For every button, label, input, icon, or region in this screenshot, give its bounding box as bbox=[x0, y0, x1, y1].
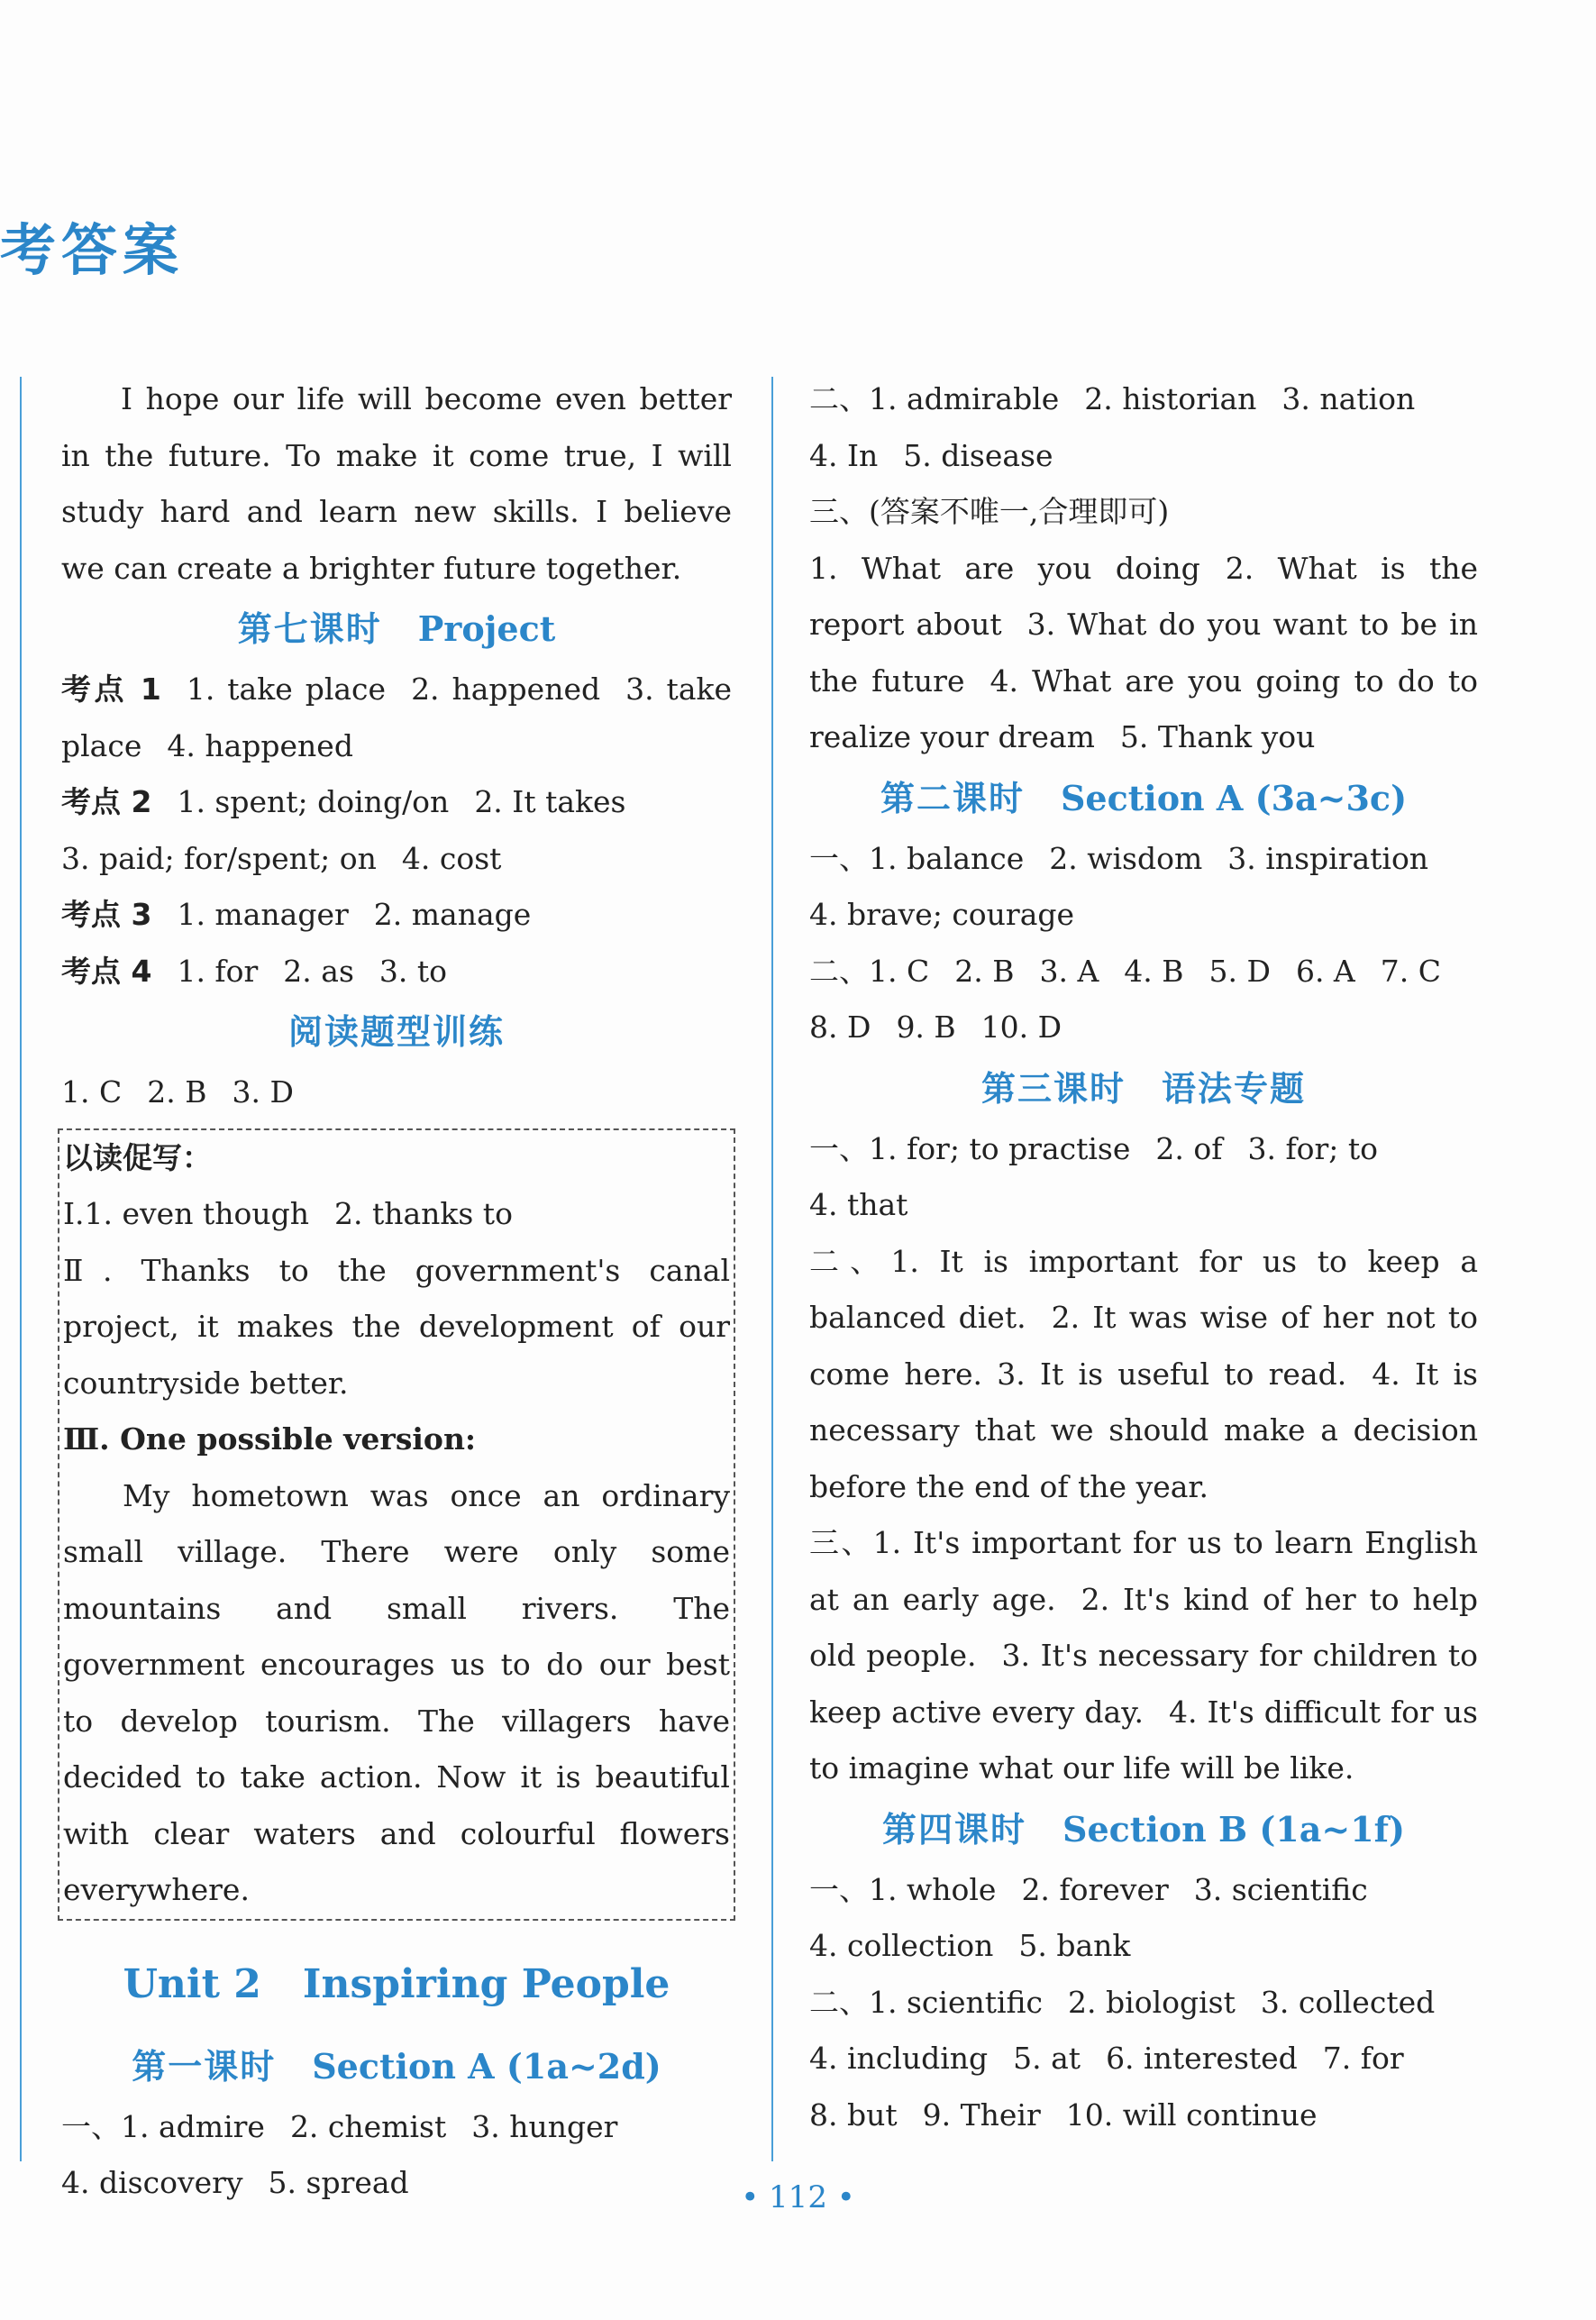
answer-item: 4. collection bbox=[809, 1928, 994, 1963]
answer-item: 4. cost bbox=[401, 840, 502, 876]
part-label: 一、 bbox=[809, 1130, 869, 1166]
box-title: 以读促写： bbox=[63, 1139, 212, 1175]
answer-item: 4. It's difficult for us to imagine what our life will be like. bbox=[809, 1694, 1478, 1786]
answer-item: 3. for; to bbox=[1247, 1130, 1379, 1166]
answer-item: 3. inspiration bbox=[1227, 840, 1429, 876]
lesson1-subtitle: Section A (1a~2d) bbox=[312, 2045, 661, 2087]
answer-item: 1. balance bbox=[869, 840, 1025, 876]
answer-item: 3. scientific bbox=[1193, 1871, 1368, 1907]
answer-item: 4. happened bbox=[167, 727, 353, 763]
lesson3-part3-answers bbox=[809, 1515, 1478, 1797]
lesson2-heading bbox=[809, 766, 1478, 831]
answer-item: 1. C bbox=[61, 1074, 123, 1110]
lesson3-part1-answers bbox=[809, 1121, 1478, 1234]
lesson4-part1-answers bbox=[809, 1862, 1478, 1975]
part-label: 一、 bbox=[61, 2108, 121, 2144]
kaodian3-answers bbox=[61, 887, 732, 944]
lesson1-part3-answers bbox=[809, 541, 1478, 766]
part-label: 一、 bbox=[809, 1871, 869, 1907]
right-column bbox=[809, 371, 1478, 2143]
answer-item: 3. A bbox=[1039, 953, 1099, 989]
kaodian4-label: 考点 4 bbox=[61, 953, 152, 989]
reading-answers bbox=[61, 1064, 732, 1121]
unit-heading bbox=[61, 1935, 732, 2034]
answer-item: 6. A bbox=[1295, 953, 1355, 989]
answer-item: 2. happened bbox=[411, 671, 601, 707]
lesson1-part2-answers bbox=[809, 371, 1478, 484]
answer-item: 4. In bbox=[809, 437, 879, 473]
answer-item: 4. brave; courage bbox=[809, 897, 1075, 932]
answer-item: 4. What are you going to do to realize your dream bbox=[809, 662, 1478, 754]
answer-item: 5. at bbox=[1013, 2041, 1081, 2076]
answer-item: 1. admirable bbox=[869, 381, 1060, 416]
answer-item: 2. It was wise of her not to come here. bbox=[809, 1300, 1478, 1392]
part-label: 二、 bbox=[809, 953, 869, 989]
lesson2-part1-answers bbox=[809, 831, 1478, 944]
part-label: 三、 bbox=[809, 1525, 873, 1560]
answer-item: 4. including bbox=[809, 2041, 989, 2076]
lesson7-title: 第七课时 bbox=[237, 609, 382, 649]
answer-item: 5. D bbox=[1208, 953, 1271, 989]
answer-item: 6. interested bbox=[1106, 2041, 1298, 2076]
answer-item: 2. It's kind of her to help old people. bbox=[809, 1581, 1479, 1673]
answer-item: 1. for bbox=[177, 953, 259, 989]
part-label: 二、 bbox=[809, 381, 869, 416]
answer-item: 4. It is necessary that we should make a decision before the end of the year. bbox=[809, 1356, 1478, 1504]
answer-item: 8. but bbox=[809, 2096, 898, 2133]
answer-item: 3. hunger bbox=[471, 2108, 618, 2144]
unit-title: Unit 2 bbox=[123, 1960, 261, 2007]
answer-item: 1. spent; doing/on bbox=[177, 784, 450, 819]
answer-item: 2. historian bbox=[1084, 381, 1257, 416]
reading-training-heading bbox=[61, 1000, 732, 1064]
kaodian1-answers bbox=[61, 662, 732, 774]
answer-item: 5. spread bbox=[268, 2165, 409, 2200]
lesson4-part2-answers bbox=[809, 1975, 1478, 2144]
answer-item: 1. It's important for us to learn English at an early age. bbox=[809, 1525, 1478, 1617]
column-divider bbox=[771, 377, 773, 2161]
answer-item: 1. for; to practise bbox=[869, 1130, 1131, 1166]
part-label: 二、 bbox=[809, 1984, 869, 2020]
answer-item: 10. will continue bbox=[1065, 2096, 1318, 2133]
box-part-i bbox=[63, 1186, 730, 1243]
answer-item: 2. as bbox=[283, 953, 354, 989]
answer-item: 2. forever bbox=[1021, 1871, 1169, 1907]
lesson2-title: 第二课时 bbox=[880, 778, 1025, 818]
lesson1-part3-label: 三、(答案不唯一,合理即可) bbox=[809, 494, 1170, 529]
answer-item: 7. C bbox=[1380, 953, 1441, 989]
part-label: 二、 bbox=[809, 1243, 891, 1279]
answer-item: 5. disease bbox=[903, 437, 1053, 473]
answer-item: 10. D bbox=[980, 1009, 1062, 1045]
kaodian2-answers bbox=[61, 774, 732, 887]
answer-item: 1. What are you doing bbox=[809, 550, 1200, 586]
answer-item: 3. nation bbox=[1281, 381, 1416, 416]
reading-training-title: 阅读题型训练 bbox=[287, 1012, 505, 1052]
answer-item: 3. take place bbox=[61, 671, 733, 763]
answer-item: 1. scientific bbox=[869, 1984, 1044, 2020]
unit-subtitle: Inspiring People bbox=[302, 1960, 670, 2007]
answer-item: 3. It's necessary for children to keep active every day. bbox=[809, 1638, 1478, 1730]
box-part-iii-essay: My hometown was once an ordinary small village. There were only some mountains and small rivers. The government encourages us to do our best to develop tourism. The villagers have decided to take action. Now it is beautiful with clear waters and colourful flowers everywhere. bbox=[63, 1477, 730, 1907]
lesson3-subtitle: 语法专题 bbox=[1162, 1068, 1307, 1109]
lesson3-heading bbox=[809, 1056, 1478, 1121]
answer-item: 3. What do you want to be in the future bbox=[809, 607, 1478, 699]
answer-item: 1. admire bbox=[121, 2108, 265, 2144]
kaodian1-label: 考点 1 bbox=[61, 671, 161, 707]
lesson3-title: 第三课时 bbox=[980, 1068, 1126, 1109]
answer-item: 3. collected bbox=[1260, 1984, 1436, 2020]
page-number: • 112 • bbox=[741, 2179, 855, 2215]
answer-item: 2. biologist bbox=[1068, 1984, 1236, 2020]
lesson7-heading bbox=[61, 597, 732, 662]
left-margin-rule bbox=[20, 377, 22, 2161]
answer-item: 3. It is useful to read. bbox=[997, 1356, 1347, 1392]
lesson4-heading bbox=[809, 1797, 1478, 1862]
read-to-write-box bbox=[58, 1128, 735, 1921]
answer-item: 4. that bbox=[809, 1187, 908, 1222]
answer-item: 4. discovery bbox=[61, 2165, 243, 2200]
lesson2-part2-answers bbox=[809, 944, 1478, 1056]
answer-item: 7. for bbox=[1322, 2041, 1404, 2076]
answer-item: 1. It is important for us to keep a balanced diet. bbox=[809, 1243, 1478, 1335]
lesson1-title: 第一课时 bbox=[132, 2046, 277, 2087]
answer-item: 2. thanks to bbox=[333, 1196, 513, 1231]
answer-item: 9. B bbox=[896, 1009, 956, 1045]
answer-item: 3. D bbox=[232, 1074, 294, 1110]
answer-item: 2. chemist bbox=[289, 2108, 447, 2144]
answer-item: 4. B bbox=[1124, 953, 1184, 989]
lesson4-subtitle: Section B (1a~1f) bbox=[1062, 1808, 1405, 1850]
answer-item: 2. What is the report about bbox=[809, 550, 1478, 642]
lesson1-heading bbox=[61, 2034, 732, 2099]
left-column bbox=[61, 371, 732, 2212]
box-part-iii-label: Ⅲ. One possible version: bbox=[63, 1421, 477, 1457]
answer-item: 2. B bbox=[954, 953, 1015, 989]
kaodian2-label: 考点 2 bbox=[61, 784, 152, 819]
part-label: 一、 bbox=[809, 840, 869, 876]
answer-item: 9. Their bbox=[922, 2096, 1041, 2133]
box-part-ii bbox=[63, 1243, 730, 1412]
kaodian4-answers bbox=[61, 944, 732, 1000]
lesson2-subtitle: Section A (3a~3c) bbox=[1060, 777, 1408, 818]
answer-item: 5. Thank you bbox=[1119, 719, 1316, 754]
answer-item: 1. manager bbox=[177, 897, 349, 932]
kaodian3-label: 考点 3 bbox=[61, 897, 152, 932]
box-part-i-label: Ⅰ. bbox=[63, 1196, 85, 1231]
answer-item: 2. It takes bbox=[474, 784, 626, 819]
lesson7-subtitle: Project bbox=[417, 608, 556, 649]
answer-item: 2. manage bbox=[373, 897, 532, 932]
intro-paragraph: I hope our life will become even better in the future. To make it come true, I will study hard and learn new skills. I believe we can create a brighter future together. bbox=[61, 381, 732, 586]
answer-item: 1. C bbox=[869, 953, 930, 989]
lesson3-part2-answers bbox=[809, 1234, 1478, 1516]
answer-item: 1. even though bbox=[84, 1196, 309, 1231]
answer-item: 2. B bbox=[147, 1074, 207, 1110]
box-part-ii-label: Ⅱ. bbox=[63, 1252, 113, 1288]
answer-item: 2. of bbox=[1155, 1130, 1223, 1166]
answer-item: 5. bank bbox=[1018, 1928, 1131, 1963]
box-part-iii-heading bbox=[63, 1411, 730, 1468]
answer-item: 2. wisdom bbox=[1049, 840, 1203, 876]
page-header-title: 考答案 bbox=[0, 217, 185, 283]
answer-item: 1. take place bbox=[186, 671, 387, 707]
answer-item: 3. paid; for/spent; on bbox=[61, 840, 377, 876]
lesson4-title: 第四课时 bbox=[882, 1809, 1027, 1850]
box-part-ii-text: Thanks to the government's canal project, it makes the development of our countryside better. bbox=[63, 1252, 730, 1401]
answer-item: 3. to bbox=[378, 953, 447, 989]
answer-item: 1. whole bbox=[869, 1871, 997, 1907]
answer-item: 8. D bbox=[809, 1009, 871, 1045]
